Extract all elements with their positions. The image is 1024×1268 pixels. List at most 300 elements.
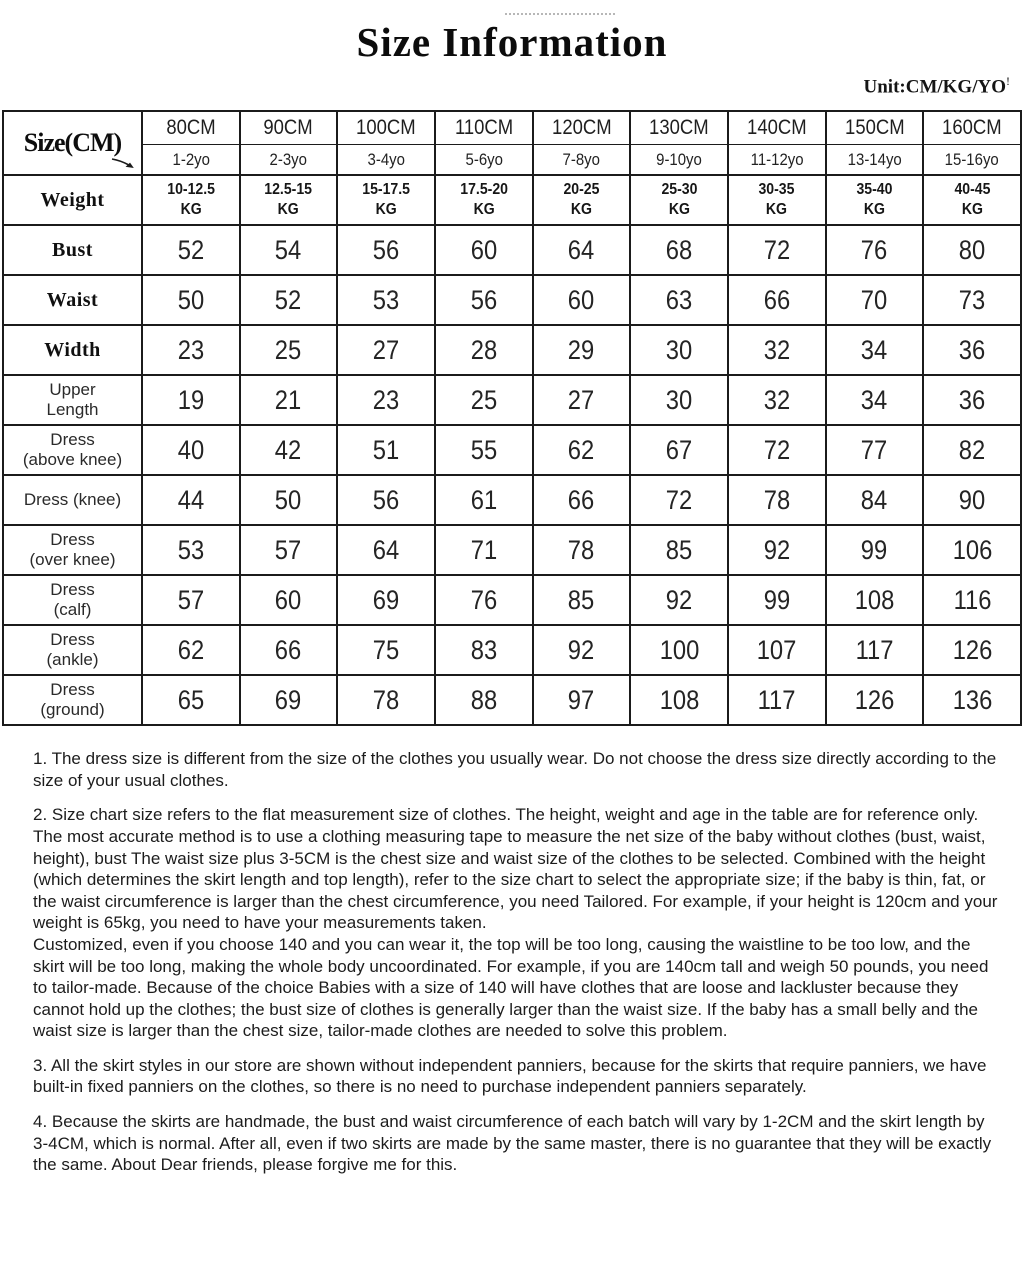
value-cell [533,375,631,425]
value-text: 62 [177,634,205,665]
row-label-text [4,490,141,510]
age-col-header-label: 3-4yo [367,149,405,169]
row-label-line: Dress [50,630,95,650]
age-col-header [923,144,1021,175]
row-label-line: Dress [50,430,95,450]
table-row [3,375,1021,425]
value-text: 72 [665,484,693,515]
weight-range: 30-35 [758,181,795,199]
age-col-header-label: 15-16yo [945,149,1000,169]
value-text: 40 [177,434,205,465]
value-text: 100 [659,634,699,665]
value-text: 69 [275,684,302,715]
table-row [3,225,1021,275]
value-text: 80 [958,234,986,265]
note-paragraph: Customized, even if you choose 140 and you can wear it, the top will be too long, causing the waistline to be too low, and the skirt will be too long, making the whole body uncoordinated. For example, if you are 140cm tall and weigh 50 pounds, you need to tailor-made. Because of the choice Babies with a size of 140 will have clothes that are loose and lackluster because they cannot hold up the clothes; the bust size of clothes is generally larger than the waist size. If the baby has a small belly and the waist size is larger than the chest size, tailor-made clothes are needed to solve this problem. [33,934,989,1041]
weight-value [661,180,697,220]
size-col-header [435,111,533,144]
size-col-header [337,111,435,144]
row-label-line: (calf) [53,600,92,620]
weight-cell [240,175,338,225]
value-text: 56 [372,234,400,265]
value-cell [337,525,435,575]
value-cell [240,375,338,425]
value-text: 55 [470,434,498,465]
value-text: 83 [470,634,498,665]
value-cell [630,525,728,575]
value-cell [337,225,435,275]
row-label [3,575,142,625]
value-cell [533,425,631,475]
unit-superscript-mark: ! [1006,74,1010,88]
value-text: 116 [953,584,992,615]
value-text: 78 [372,684,400,715]
value-text: 63 [665,284,693,315]
row-label [3,225,142,275]
weight-range: 12.5-15 [264,181,313,199]
value-text: 107 [756,634,797,665]
weight-unit: KG [375,201,397,219]
row-label-line: (over knee) [29,550,116,570]
value-text: 30 [665,384,693,415]
value-cell [240,275,338,325]
table-row [3,425,1021,475]
value-text: 27 [372,334,400,365]
size-col-header [826,111,924,144]
weight-range: 35-40 [856,181,893,199]
value-text: 73 [958,284,986,315]
value-cell [923,225,1021,275]
value-text: 136 [952,684,992,715]
value-cell [142,475,240,525]
row-label-text [4,239,141,262]
value-text: 23 [177,334,205,365]
value-text: 32 [763,384,790,415]
value-text: 56 [470,284,498,315]
age-col-header [630,144,728,175]
value-cell [826,525,924,575]
value-cell [435,425,533,475]
age-col-header-label: 1-2yo [172,149,210,169]
value-text: 57 [275,534,302,565]
value-text: 53 [177,534,205,565]
value-cell [923,625,1021,675]
row-label [3,675,142,725]
weight-unit: KG [668,201,690,219]
value-text: 66 [568,484,595,515]
value-text: 25 [470,384,498,415]
row-label [3,375,142,425]
size-col-header-label: 120CM [551,116,612,140]
value-text: 71 [470,534,498,565]
value-text: 77 [861,434,888,465]
note-paragraph: 4. Because the skirts are handmade, the bust and waist circumference of each batch will vary by 1-2CM and the skirt length by 3-4CM, which is normal. After all, even if two skirts are made by the same master, there is no guarantee that they will be exactly the same. About Dear friends, please forgive me for this. [33,1112,992,1175]
value-text: 21 [275,384,302,415]
notes-section [33,748,999,1175]
value-text: 42 [275,434,302,465]
value-text: 99 [763,584,790,615]
weight-range: 40-45 [954,181,991,199]
value-cell [728,325,826,375]
value-cell [728,275,826,325]
weight-unit: KG [863,201,885,219]
age-col-header-label: 5-6yo [465,149,503,169]
size-col-header-label: 150CM [844,116,905,140]
weight-unit: KG [961,201,983,219]
age-header-row [3,144,1021,175]
value-text: 72 [763,434,790,465]
value-text: 27 [568,384,595,415]
value-text: 36 [958,334,986,365]
page-title: Size Information [356,19,668,65]
note-paragraph: 1. The dress size is different from the size of the clothes you usually wear. Do not choose the dress size directly according to the size of your usual clothes. [33,749,997,790]
note-paragraph: 3. All the skirt styles in our store are shown without independent panniers, because for the skirts that require panniers, we have built-in fixed panniers on the clothes, so there is no need to purchase independent panniers separately. [33,1055,987,1097]
note-paragraph: 2. Size chart size refers to the flat measurement size of clothes. The height, weight and age in the table are for reference only. The most accurate method is to use a clothing measuring tape to measure the net size of the baby without clothes (bust, waist, height), bust The waist size plus 3-5CM is the chest size and waist size of the clothes to be selected. Combined with the height (which determines the skirt length and top length), refer to the size chart to select the appropriate size; if the baby is thin, fat, or the waist circumference is larger than the chest circumference, you need Tailored. For example, if your height is 120cm and your weight is 65kg, you need to have your measurements taken. [33,805,998,933]
value-text: 66 [763,284,790,315]
value-text: 78 [568,534,595,565]
value-text: 51 [372,434,400,465]
size-col-header-label: 110CM [454,116,513,140]
value-cell [630,575,728,625]
table-row [3,675,1021,725]
weight-value [759,180,795,220]
value-cell [240,475,338,525]
value-cell [142,225,240,275]
size-col-header-label: 90CM [263,116,314,140]
value-cell [435,525,533,575]
value-text: 34 [861,384,888,415]
row-label-line: Upper [49,380,96,400]
table-row [3,525,1021,575]
age-col-header-label: 2-3yo [269,149,308,169]
value-text: 54 [275,234,302,265]
value-cell [435,675,533,725]
row-label-line: Dress [50,530,95,550]
row-label-text [4,530,141,570]
value-cell [630,375,728,425]
value-text: 85 [665,534,693,565]
value-cell [923,675,1021,725]
value-text: 50 [275,484,302,515]
value-cell [337,325,435,375]
weight-value [167,180,215,220]
row-label-line: Width [44,338,101,361]
row-label-line: Dress (knee) [23,490,122,510]
size-col-header [240,111,338,144]
table-row [3,325,1021,375]
weight-cell [728,175,826,225]
value-text: 126 [854,684,895,715]
value-text: 19 [177,384,205,415]
row-label-line: Bust [52,238,93,261]
value-cell [337,575,435,625]
value-cell [826,225,924,275]
value-text: 97 [568,684,595,715]
weight-value [954,180,990,220]
weight-value [362,180,410,220]
value-text: 60 [275,584,302,615]
weight-range: 10-12.5 [166,181,215,199]
value-cell [728,425,826,475]
row-label-line: (above knee) [22,450,123,470]
value-cell [728,625,826,675]
value-cell [337,425,435,475]
size-table [2,110,1022,726]
value-text: 57 [177,584,205,615]
value-cell [533,225,631,275]
value-text: 23 [372,384,400,415]
value-cell [630,325,728,375]
value-cell [923,525,1021,575]
value-text: 99 [861,534,888,565]
row-label [3,425,142,475]
value-text: 66 [275,634,302,665]
value-text: 69 [372,584,400,615]
row-label-line: Length [46,400,99,420]
value-text: 64 [372,534,400,565]
row-label-text [4,430,141,470]
weight-cell [826,175,924,225]
row-label-line: (ground) [40,700,105,720]
row-label-text [4,680,141,720]
value-text: 52 [177,234,205,265]
age-col-header [728,144,826,175]
value-cell [533,475,631,525]
value-text: 62 [568,434,595,465]
value-text: 56 [372,484,400,515]
weight-range: 15-17.5 [362,181,411,199]
value-text: 29 [568,334,595,365]
value-cell [728,475,826,525]
value-cell [240,575,338,625]
weight-value [856,180,892,220]
value-cell [728,225,826,275]
value-text: 108 [659,684,699,715]
age-col-header [337,144,435,175]
value-cell [337,275,435,325]
age-col-header-label: 7-8yo [562,149,601,169]
age-col-header [533,144,631,175]
weight-value [460,180,508,220]
scan-artifact [505,13,615,18]
value-text: 60 [470,234,498,265]
weight-value [265,180,313,220]
weight-cell [923,175,1021,225]
corner-cell [3,111,142,175]
value-cell [337,475,435,525]
value-text: 92 [763,534,790,565]
value-cell [533,275,631,325]
value-cell [630,675,728,725]
value-cell [728,575,826,625]
value-cell [630,425,728,475]
value-text: 68 [665,234,693,265]
age-col-header-label: 13-14yo [847,149,902,169]
value-cell [533,525,631,575]
value-cell [435,375,533,425]
weight-cell [630,175,728,225]
value-text: 50 [177,284,205,315]
age-col-header-label: 9-10yo [656,149,702,169]
value-text: 67 [665,434,693,465]
age-col-header-label: 11-12yo [750,149,804,169]
value-cell [826,375,924,425]
value-text: 28 [470,334,498,365]
value-text: 25 [275,334,302,365]
age-col-header [435,144,533,175]
size-col-header-label: 140CM [746,116,807,140]
row-label [3,475,142,525]
value-cell [826,425,924,475]
value-cell [533,325,631,375]
weight-row [3,175,1021,225]
value-cell [240,625,338,675]
value-text: 75 [372,634,400,665]
value-cell [630,225,728,275]
value-text: 84 [861,484,888,515]
value-cell [826,575,924,625]
corner-diagonal-arrow [111,157,137,171]
row-label-weight: Weight [3,175,142,225]
value-text: 85 [568,584,595,615]
weight-range: 20-25 [563,181,600,199]
row-label-text [4,339,141,362]
value-cell [826,275,924,325]
value-cell [630,275,728,325]
value-cell [923,575,1021,625]
value-cell [826,625,924,675]
value-cell [923,275,1021,325]
value-text: 108 [854,584,895,615]
value-text: 88 [470,684,498,715]
value-cell [533,575,631,625]
size-header-row [3,111,1021,144]
value-cell [533,625,631,675]
value-cell [923,425,1021,475]
value-cell [533,675,631,725]
value-text: 117 [855,634,894,665]
weight-unit: KG [473,201,495,219]
value-text: 60 [568,284,595,315]
value-text: 126 [952,634,992,665]
size-col-header [142,111,240,144]
value-cell [337,675,435,725]
value-cell [826,675,924,725]
value-cell [728,525,826,575]
weight-cell [337,175,435,225]
value-cell [142,525,240,575]
table-row [3,475,1021,525]
value-text: 52 [275,284,302,315]
value-text: 82 [958,434,986,465]
weight-unit: KG [766,201,788,219]
value-cell [337,375,435,425]
weight-value [563,180,599,220]
value-cell [826,325,924,375]
row-label-text [4,630,141,670]
value-text: 92 [568,634,595,665]
value-text: 78 [763,484,790,515]
size-col-header [630,111,728,144]
value-cell [630,625,728,675]
value-cell [435,625,533,675]
weight-range: 25-30 [661,181,698,199]
value-text: 64 [568,234,595,265]
age-col-header [240,144,338,175]
value-cell [142,375,240,425]
weight-cell [435,175,533,225]
weight-cell [533,175,631,225]
row-label-line: Waist [46,288,99,311]
value-text: 76 [861,234,888,265]
value-text: 30 [665,334,693,365]
value-text: 61 [470,484,498,515]
value-text: 32 [763,334,790,365]
value-cell [337,625,435,675]
value-text: 106 [952,534,992,565]
value-cell [630,475,728,525]
value-text: 34 [861,334,888,365]
value-cell [923,325,1021,375]
row-label [3,525,142,575]
value-cell [923,375,1021,425]
row-label-line: (ankle) [46,650,99,670]
row-label [3,275,142,325]
value-text: 117 [757,684,796,715]
value-cell [728,375,826,425]
value-cell [728,675,826,725]
value-cell [435,575,533,625]
row-label-text [4,289,141,312]
value-text: 44 [177,484,205,515]
value-text: 70 [861,284,888,315]
row-label [3,325,142,375]
value-cell [826,475,924,525]
weight-range: 17.5-20 [459,181,508,199]
weight-cell [142,175,240,225]
row-label-text [4,380,141,420]
size-col-header-label: 130CM [649,116,709,140]
value-cell [240,425,338,475]
value-text: 65 [177,684,205,715]
size-col-header [923,111,1021,144]
table-row [3,575,1021,625]
value-text: 72 [763,234,790,265]
value-text: 53 [372,284,400,315]
size-col-header-label: 100CM [356,116,416,140]
value-cell [923,475,1021,525]
row-label-text [4,580,141,620]
size-col-header [533,111,631,144]
row-label [3,625,142,675]
size-col-header-label: 160CM [942,116,1002,140]
value-cell [435,275,533,325]
unit-label: Unit:CM/KG/YO! [863,74,1010,98]
value-cell [142,325,240,375]
value-text: 76 [470,584,498,615]
value-cell [435,475,533,525]
weight-unit: KG [180,201,202,219]
value-cell [142,675,240,725]
value-text: 36 [958,384,986,415]
value-text: 92 [665,584,693,615]
table-row [3,625,1021,675]
age-col-header [142,144,240,175]
value-cell [142,575,240,625]
value-cell [240,325,338,375]
corner-label: Size(CM) [23,128,122,158]
table-row [3,275,1021,325]
